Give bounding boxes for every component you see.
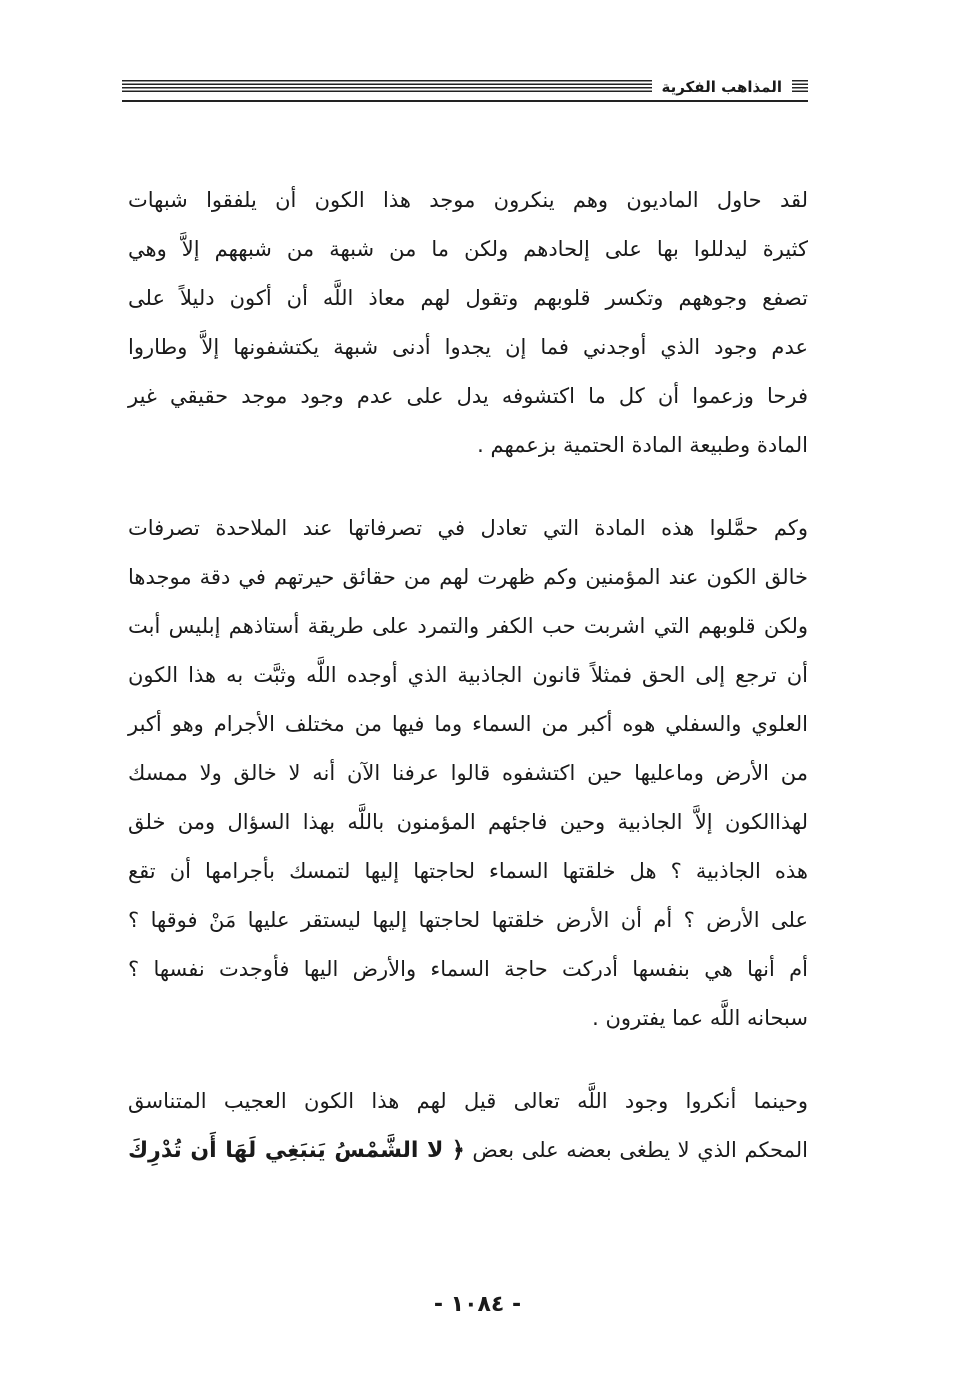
paragraph-2 xyxy=(128,504,808,1043)
text-line: تصفع وجوههم وتكسر قلوبهم وتقول لهم معاذ اللَّه أن أكون دليلاً على xyxy=(128,286,808,310)
page-body xyxy=(128,176,808,1209)
text-line: أم أنها هي بنفسها أدركت حاجة السماء والأرض اليها فأوجدت نفسها ؟ xyxy=(128,957,808,981)
quran-verse: ﴿ لا الشَّمْسُ يَنبَغِي لَهَا أَن تُدْرِكَ xyxy=(128,1138,465,1163)
header-ornament-left xyxy=(122,80,652,94)
text-line: وكم حمَّلوا هذه المادة التي تعادل في تصرفاتها عند الملاحدة تصرفات xyxy=(128,516,808,540)
running-header xyxy=(122,72,808,102)
header-ornament-right xyxy=(792,80,808,94)
text-line: هذه الجاذبية ؟ هل خلقتها السماء لحاجتها إليها لتمسك بأجرامها أن تقع xyxy=(128,859,808,883)
text-line: العلوي والسفلي هوه أكبر من السماء وما فيها من مختلف الأجرام وهو أكبر xyxy=(128,712,808,736)
text-line: فرحا وزعموا أن كل ما اكتشوفه يدل على عدم وجود موجد حقيقي غير xyxy=(128,384,808,408)
paragraph-1 xyxy=(128,176,808,470)
header-rule xyxy=(122,100,808,102)
text-line: عدم وجود الذي أوجدني فما إن يجدوا أدنى شبهة يكتشفونها إلاَّ وطاروا xyxy=(128,335,808,359)
page-number: - ١٠٨٤ - xyxy=(433,1292,522,1317)
text-line-with-quran xyxy=(128,1126,808,1175)
text-line: من الأرض وماعليها حين اكتشفوه قالوا عرفنا الآن أنه لا خالق ولا ممسك xyxy=(128,761,808,785)
paragraph-3 xyxy=(128,1077,808,1175)
text-line: المادة وطبيعة المادة الحتمية بزعمهم . xyxy=(477,433,808,457)
text-segment: المحكم الذي لا يطغى بعضه على بعض xyxy=(472,1138,808,1162)
text-line: لهذاالكون إلاَّ الجاذبية وحين فاجئهم المؤمنون باللَّه بهذا السؤال ومن خلق xyxy=(128,810,808,834)
text-line: سبحانه اللَّه عما يفترون . xyxy=(592,1006,808,1030)
text-line: خالق الكون عند المؤمنين وكم ظهرت لهم من حقائق حيرتهم في دقة موجدها xyxy=(128,565,808,589)
text-line: على الأرض ؟ أم أن الأرض خلقتها لحاجتها إليها ليستقر عليها مَنْ فوقها ؟ xyxy=(128,908,808,932)
text-line: لقد حاول الماديون وهم ينكرون موجد هذا الكون أن يلفقوا شبهات xyxy=(128,188,808,212)
text-line: وحينما أنكروا وجود اللَّه تعالى قيل لهم هذا الكون العجيب المتناسق xyxy=(128,1089,808,1113)
header-title: المذاهب الفكرية xyxy=(661,78,782,96)
text-line: ولكن قلوبهم التي اشربت حب الكفر والتمرد على طريقة أستاذهم إبليس أبت xyxy=(128,614,808,638)
text-line: أن ترجع إلى الحق فمثلاً قانون الجاذبية الذي أوجده اللَّه وثبَّت به هذا الكون xyxy=(128,663,808,687)
text-line: كثيرة ليدللوا بها على إلحادهم ولكن ما من شبهة من شبههم إلاَّ وهي xyxy=(128,237,808,261)
